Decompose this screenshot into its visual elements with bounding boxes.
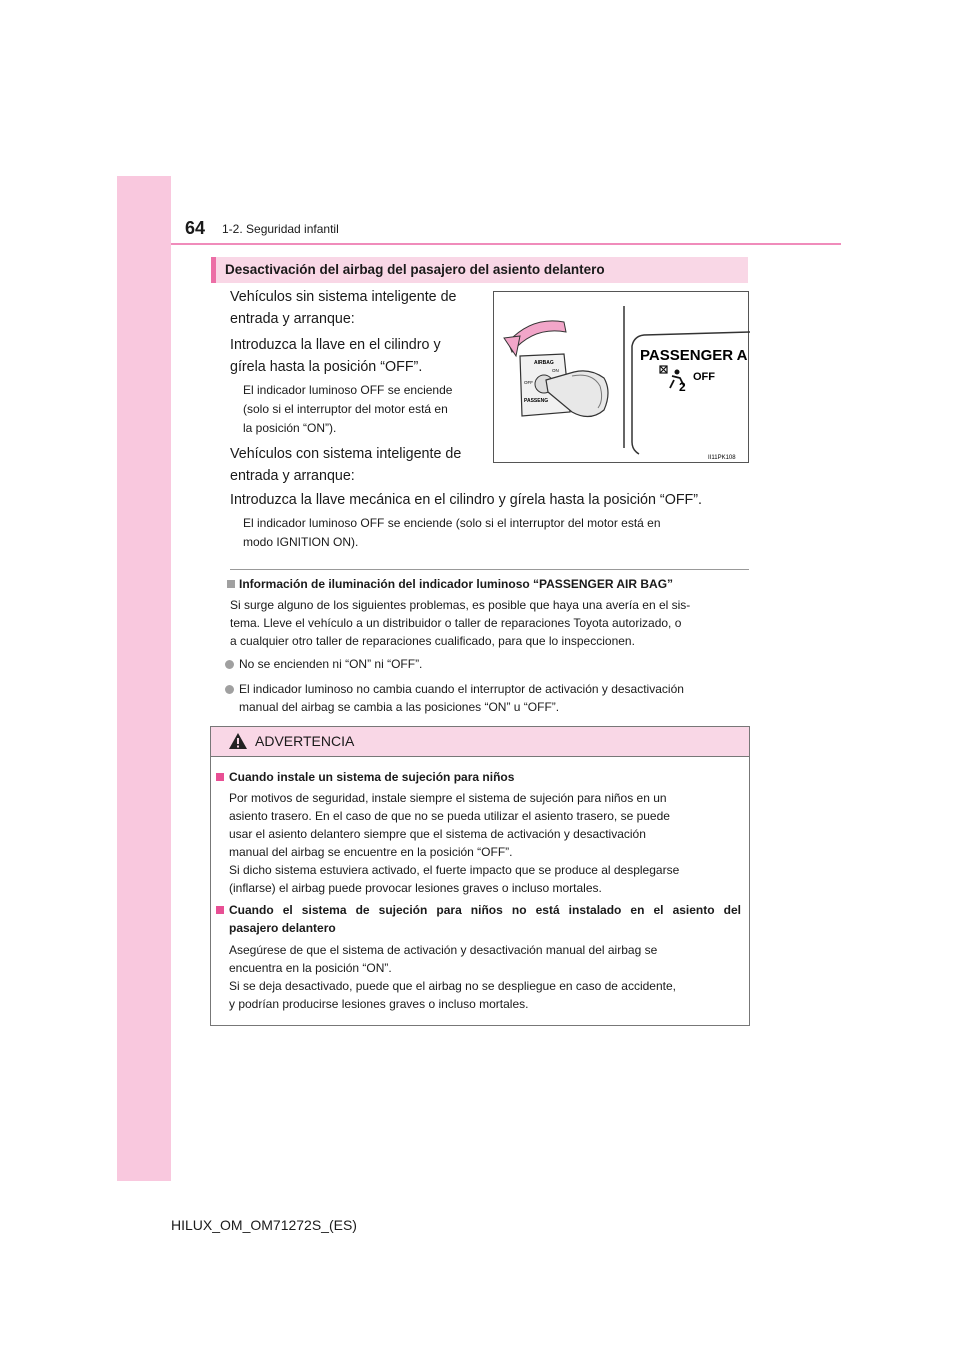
square-bullet-icon bbox=[227, 580, 235, 588]
warning-line: Si se deja desactivado, puede que el airbag no se despliegue en caso de accidente, bbox=[229, 979, 676, 993]
round-bullet-icon bbox=[225, 660, 234, 669]
info-heading: Información de iluminación del indicador luminoso “PASSENGER AIR BAG” bbox=[227, 576, 673, 592]
switch-label-top: AIRBAG bbox=[534, 360, 554, 366]
warning-line: encuentra en la posición “ON”. bbox=[229, 961, 392, 975]
info-line: Si surge alguno de los siguientes problemas, es posible que haya una avería en el sis- bbox=[230, 598, 691, 612]
note2-line: El indicador luminoso OFF se enciende (solo si el interruptor del motor está en bbox=[243, 516, 661, 530]
step2-line: Introduzca la llave mecánica en el cilindro y gírela hasta la posición “OFF”. bbox=[230, 492, 703, 508]
warning-line: manual del airbag se encuentre en la posición “OFF”. bbox=[229, 845, 513, 859]
intro-line: entrada y arranque: bbox=[230, 468, 355, 484]
warning-heading: Cuando instale un sistema de sujeción para niños bbox=[216, 769, 514, 785]
page-number: 64 bbox=[185, 218, 206, 238]
round-bullet-icon bbox=[225, 685, 234, 694]
square-bullet-icon bbox=[216, 906, 224, 914]
note1-line: (solo si el interruptor del motor está en bbox=[243, 402, 448, 416]
airbag-switch-illustration bbox=[493, 291, 749, 463]
warning-line: Por motivos de seguridad, instale siempre el sistema de sujeción para niños en un bbox=[229, 791, 667, 805]
figure-code: II11PK108 bbox=[708, 455, 736, 461]
note1-line: la posición “ON”). bbox=[243, 421, 337, 435]
info-bullet: No se encienden ni “ON” ni “OFF”. bbox=[239, 657, 423, 671]
intro-line: entrada y arranque: bbox=[230, 311, 355, 327]
warning-line: y podrían producirse lesiones graves o incluso mortales. bbox=[229, 997, 529, 1011]
square-bullet-icon bbox=[216, 773, 224, 781]
intro-line: Vehículos con sistema inteligente de bbox=[230, 446, 462, 462]
warning-triangle-icon bbox=[228, 732, 248, 750]
switch-on-label: ON bbox=[552, 368, 559, 373]
warning-line: Si dicho sistema estuviera activado, el fuerte impacto que se produce al desplegarse bbox=[229, 863, 680, 877]
switch-off-label: OFF bbox=[524, 380, 533, 385]
step1-line: gírela hasta la posición “OFF”. bbox=[230, 359, 423, 375]
footer-code: HILUX_OM_OM71272S_(ES) bbox=[171, 1217, 357, 1233]
switch-label-bottom: PASSENG bbox=[524, 398, 549, 404]
indicator-text: PASSENGER A bbox=[640, 347, 748, 364]
warning-line: Asegúrese de que el sistema de activación y desactivación manual del airbag se bbox=[229, 943, 658, 957]
warning-header bbox=[211, 727, 749, 757]
subheading: Desactivación del airbag del pasajero del asiento delantero bbox=[211, 257, 748, 283]
note2-line: modo IGNITION ON). bbox=[243, 535, 359, 549]
info-bullet: manual del airbag se cambia a las posiciones “ON” u “OFF”. bbox=[239, 700, 560, 714]
note1-line: El indicador luminoso OFF se enciende bbox=[243, 383, 453, 397]
intro-line: Vehículos sin sistema inteligente de bbox=[230, 289, 457, 305]
warning-line: (inflarse) el airbag puede provocar lesiones graves o incluso mortales. bbox=[229, 881, 602, 895]
warning-heading: pasajero delantero bbox=[229, 921, 336, 935]
info-line: tema. Lleve el vehículo a un distribuidor o taller de reparaciones Toyota autorizado, o bbox=[230, 616, 682, 630]
section-title: 1-2. Seguridad infantil bbox=[222, 222, 339, 236]
warning-title: ADVERTENCIA bbox=[255, 733, 355, 749]
side-tab bbox=[117, 176, 171, 1181]
section-divider bbox=[230, 569, 749, 570]
indicator-num: 2 bbox=[679, 380, 686, 394]
warning-line: usar el asiento delantero siempre que el sistema de activación y desactivación bbox=[229, 827, 646, 841]
indicator-off: OFF bbox=[693, 371, 715, 383]
step1-line: Introduzca la llave en el cilindro y bbox=[230, 337, 441, 353]
warning-line: asiento trasero. En el caso de que no se pueda utilizar el asiento trasero, se puede bbox=[229, 809, 670, 823]
warning-box bbox=[210, 726, 750, 1026]
header-rule bbox=[171, 243, 841, 245]
info-line: a cualquier otro taller de reparaciones cualificado, para que lo inspeccionen. bbox=[230, 634, 635, 648]
info-bullet: El indicador luminoso no cambia cuando el interruptor de activación y desactivación bbox=[239, 682, 684, 696]
warning-heading: Cuando el sistema de sujeción para niños no está instalado en el asiento del bbox=[216, 902, 741, 918]
